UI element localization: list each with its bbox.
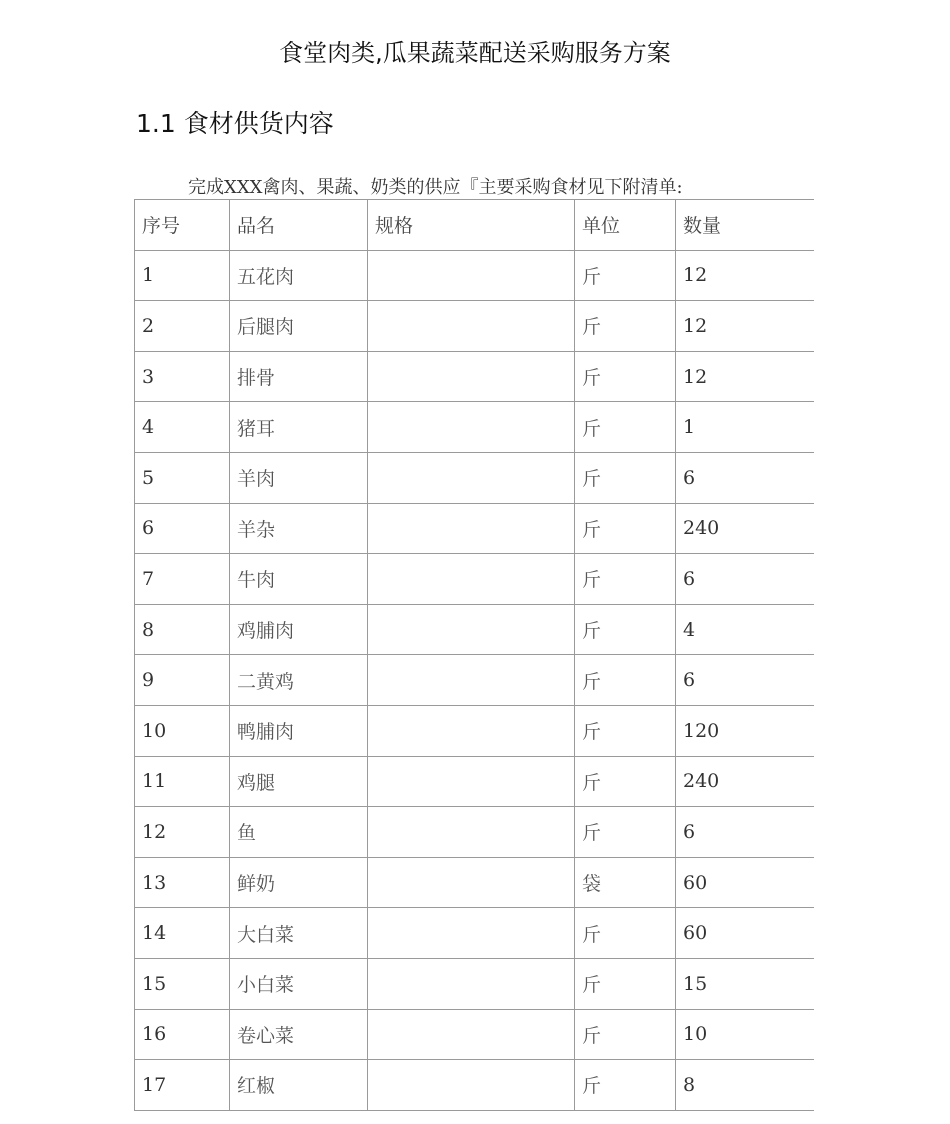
cell-index: 3	[135, 351, 230, 402]
cell-unit: 斤	[575, 604, 676, 655]
cell-item-name: 排骨	[230, 351, 368, 402]
cell-quantity: 10	[676, 1009, 815, 1060]
cell-quantity: 240	[676, 756, 815, 807]
cell-index: 11	[135, 756, 230, 807]
cell-spec	[368, 554, 575, 605]
table-row	[135, 402, 815, 453]
cell-unit: 斤	[575, 1060, 676, 1111]
cell-unit: 斤	[575, 250, 676, 301]
cell-quantity: 12	[676, 301, 815, 352]
cell-quantity: 60	[676, 908, 815, 959]
cell-index: 13	[135, 857, 230, 908]
header-quantity: 数量	[676, 200, 815, 251]
cell-quantity: 15	[676, 958, 815, 1009]
cell-spec	[368, 604, 575, 655]
table-row	[135, 857, 815, 908]
cell-item-name: 卷心菜	[230, 1009, 368, 1060]
cell-item-name: 红椒	[230, 1060, 368, 1111]
cell-item-name: 二黄鸡	[230, 655, 368, 706]
table-row	[135, 756, 815, 807]
cell-spec	[368, 655, 575, 706]
cell-unit: 斤	[575, 503, 676, 554]
cell-spec	[368, 351, 575, 402]
cell-quantity: 12	[676, 351, 815, 402]
cell-unit: 斤	[575, 908, 676, 959]
intro-paragraph: 完成XXX禽肉、果蔬、奶类的供应『主要采购食材见下附清单:	[188, 177, 683, 198]
cell-quantity: 120	[676, 705, 815, 756]
table-header-row	[135, 200, 815, 251]
table-row	[135, 604, 815, 655]
cell-quantity: 6	[676, 655, 815, 706]
cell-quantity: 6	[676, 554, 815, 605]
cell-index: 1	[135, 250, 230, 301]
table-row	[135, 1009, 815, 1060]
cell-unit: 斤	[575, 452, 676, 503]
cell-index: 9	[135, 655, 230, 706]
cell-item-name: 鸭脯肉	[230, 705, 368, 756]
cell-spec	[368, 250, 575, 301]
table-row	[135, 655, 815, 706]
cell-index: 16	[135, 1009, 230, 1060]
cell-spec	[368, 756, 575, 807]
cell-quantity: 240	[676, 503, 815, 554]
document-title: 食堂肉类,瓜果蔬菜配送采购服务方案	[279, 39, 671, 67]
cell-index: 12	[135, 807, 230, 858]
cell-unit: 斤	[575, 958, 676, 1009]
table-row	[135, 301, 815, 352]
cell-spec	[368, 908, 575, 959]
table-row	[135, 554, 815, 605]
header-spec: 规格	[368, 200, 575, 251]
cell-unit: 斤	[575, 402, 676, 453]
cell-spec	[368, 1060, 575, 1111]
cell-spec	[368, 402, 575, 453]
table-row	[135, 452, 815, 503]
cell-quantity: 6	[676, 807, 815, 858]
table-row	[135, 250, 815, 301]
table-row	[135, 503, 815, 554]
cell-quantity: 1	[676, 402, 815, 453]
cell-quantity: 4	[676, 604, 815, 655]
cell-spec	[368, 705, 575, 756]
cell-unit: 斤	[575, 807, 676, 858]
cell-index: 15	[135, 958, 230, 1009]
cell-item-name: 鱼	[230, 807, 368, 858]
cell-item-name: 羊肉	[230, 452, 368, 503]
cell-unit: 斤	[575, 705, 676, 756]
cell-spec	[368, 1009, 575, 1060]
table-row	[135, 351, 815, 402]
header-index: 序号	[135, 200, 230, 251]
cell-unit: 袋	[575, 857, 676, 908]
header-unit: 单位	[575, 200, 676, 251]
cell-index: 7	[135, 554, 230, 605]
cell-item-name: 鸡脯肉	[230, 604, 368, 655]
table-row	[135, 958, 815, 1009]
cell-index: 6	[135, 503, 230, 554]
cell-item-name: 羊杂	[230, 503, 368, 554]
cell-unit: 斤	[575, 301, 676, 352]
cell-unit: 斤	[575, 756, 676, 807]
cell-quantity: 6	[676, 452, 815, 503]
table-body	[135, 250, 815, 1110]
cell-unit: 斤	[575, 554, 676, 605]
cell-index: 17	[135, 1060, 230, 1111]
cell-item-name: 猪耳	[230, 402, 368, 453]
cell-unit: 斤	[575, 655, 676, 706]
cell-spec	[368, 958, 575, 1009]
cell-quantity: 60	[676, 857, 815, 908]
cell-spec	[368, 452, 575, 503]
section-heading: 1.1 食材供货内容	[136, 109, 334, 138]
cell-index: 8	[135, 604, 230, 655]
cell-index: 2	[135, 301, 230, 352]
header-item-name: 品名	[230, 200, 368, 251]
cell-item-name: 后腿肉	[230, 301, 368, 352]
cell-index: 4	[135, 402, 230, 453]
cell-item-name: 五花肉	[230, 250, 368, 301]
cell-index: 5	[135, 452, 230, 503]
table-row	[135, 807, 815, 858]
cell-quantity: 12	[676, 250, 815, 301]
cell-item-name: 大白菜	[230, 908, 368, 959]
cell-item-name: 牛肉	[230, 554, 368, 605]
procurement-table	[134, 199, 814, 1111]
table-row	[135, 1060, 815, 1111]
cell-item-name: 小白菜	[230, 958, 368, 1009]
procurement-table-container	[134, 199, 814, 1124]
cell-index: 14	[135, 908, 230, 959]
cell-spec	[368, 807, 575, 858]
cell-unit: 斤	[575, 1009, 676, 1060]
cell-spec	[368, 301, 575, 352]
cell-index: 10	[135, 705, 230, 756]
cell-spec	[368, 857, 575, 908]
cell-item-name: 鸡腿	[230, 756, 368, 807]
cell-item-name: 鲜奶	[230, 857, 368, 908]
cell-spec	[368, 503, 575, 554]
table-row	[135, 705, 815, 756]
table-row	[135, 908, 815, 959]
cell-quantity: 8	[676, 1060, 815, 1111]
cell-unit: 斤	[575, 351, 676, 402]
